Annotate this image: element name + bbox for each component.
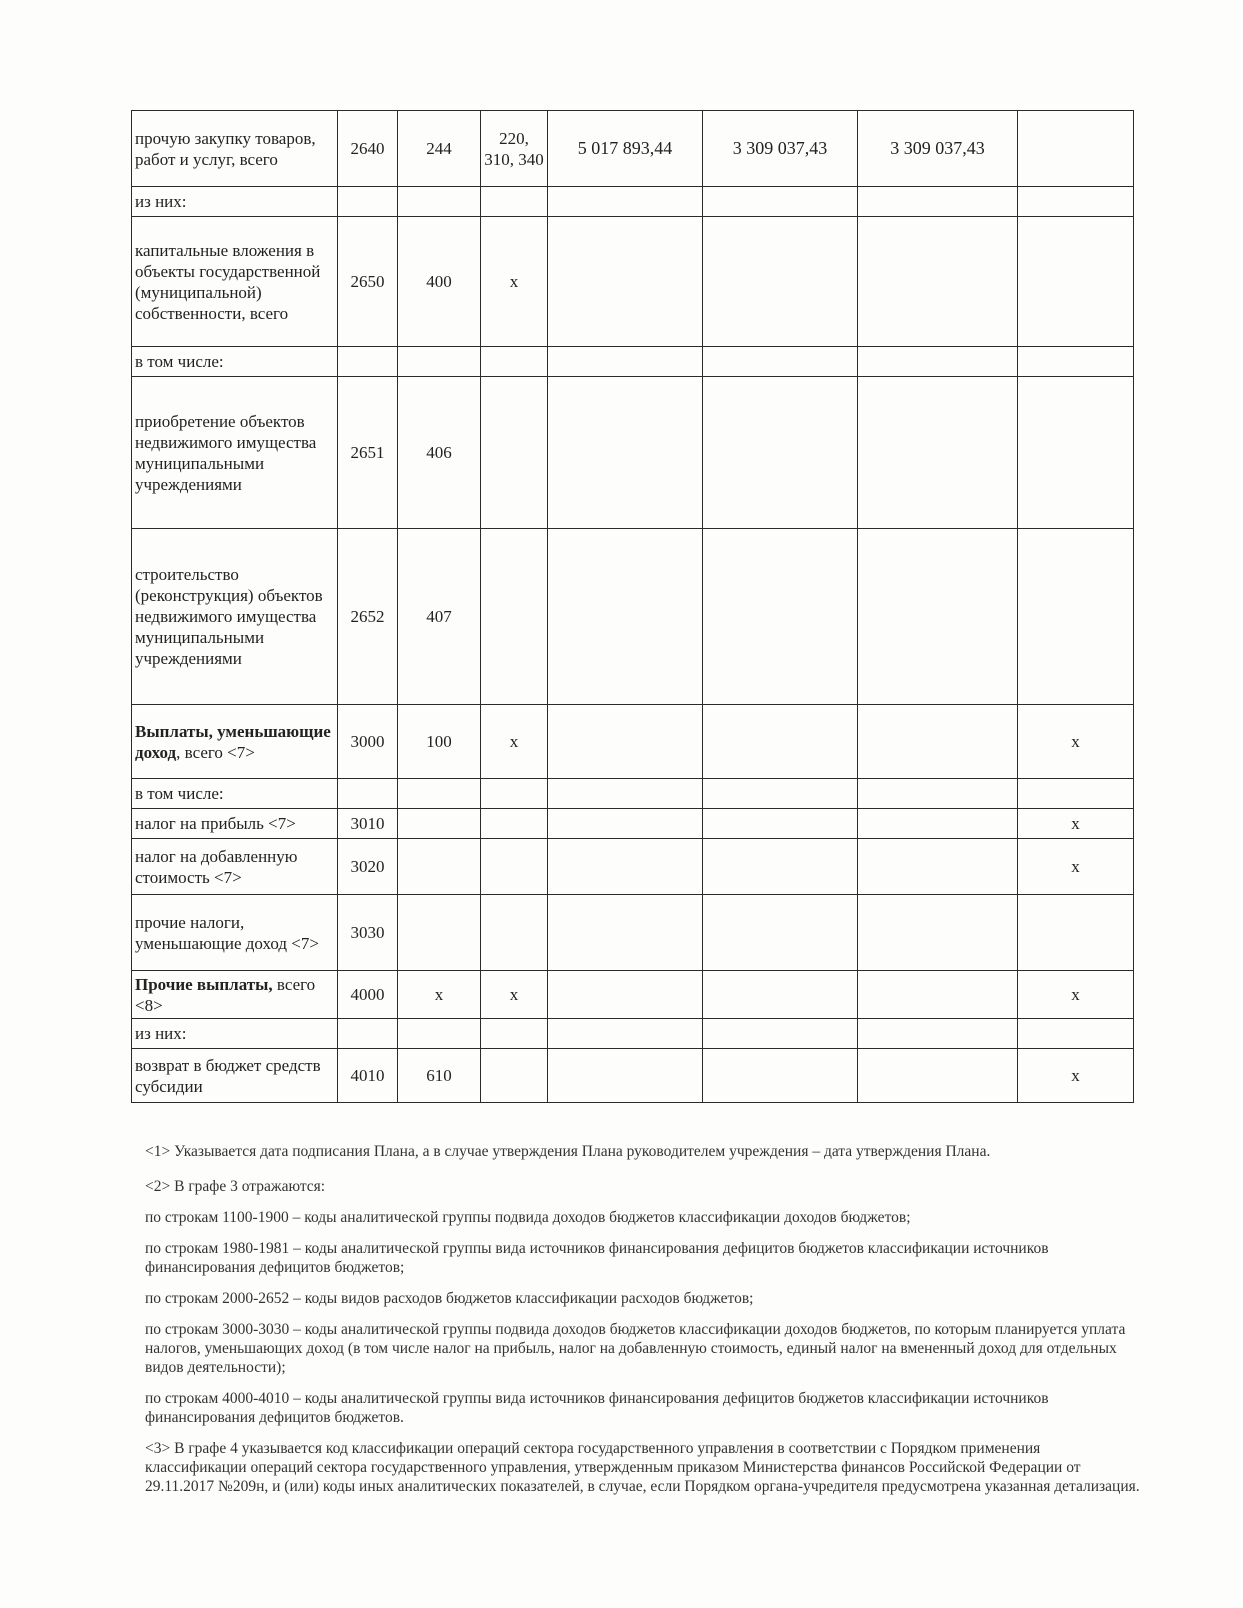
row-code: 2650 xyxy=(338,217,398,347)
row-label: возврат в бюджет средств субсидии xyxy=(132,1049,338,1103)
row-kbk xyxy=(398,809,481,839)
row-kbk xyxy=(398,347,481,377)
row-kbk: х xyxy=(398,971,481,1019)
row-kosgu xyxy=(481,1019,548,1049)
amount-2021 xyxy=(548,971,703,1019)
amount-2022 xyxy=(703,705,858,779)
row-label: капитальные вложения в объекты государственной (муниципальной) собственности, всего xyxy=(132,217,338,347)
amount-2023 xyxy=(858,1019,1018,1049)
amount-beyond xyxy=(1018,895,1134,971)
amount-2021 xyxy=(548,187,703,217)
table-row xyxy=(132,529,1134,705)
amount-2023 xyxy=(858,839,1018,895)
row-code: 3010 xyxy=(338,809,398,839)
row-kbk: 400 xyxy=(398,217,481,347)
row-code xyxy=(338,1019,398,1049)
amount-beyond xyxy=(1018,779,1134,809)
amount-2021: 5 017 893,44 xyxy=(548,111,703,187)
amount-2021 xyxy=(548,1019,703,1049)
table-row xyxy=(132,839,1134,895)
amount-beyond: х xyxy=(1018,705,1134,779)
row-code: 4010 xyxy=(338,1049,398,1103)
row-kosgu: х xyxy=(481,705,548,779)
amount-2022: 3 309 037,43 xyxy=(703,111,858,187)
table-row xyxy=(132,705,1134,779)
footnote: <3> В графе 4 указывается код классификации операций сектора государственного управления в соответствии с Порядком применения классификации операций сектора государственного управления, утвержденным приказом Министерства финансов Российской Федерации от 29.11.2017 №209н, и (или) коды иных аналитических показателей, в случае, если Порядком органа-учредителя предусмотрена указанная детализация. xyxy=(145,1440,1140,1495)
footnotes xyxy=(145,1142,1145,1508)
row-kosgu xyxy=(481,809,548,839)
financial-plan-table xyxy=(131,110,1134,1103)
table-row xyxy=(132,971,1134,1019)
row-code xyxy=(338,187,398,217)
amount-2023 xyxy=(858,809,1018,839)
amount-2023 xyxy=(858,529,1018,705)
table-row xyxy=(132,779,1134,809)
row-label: в том числе: xyxy=(132,347,338,377)
row-kosgu: х xyxy=(481,217,548,347)
row-label: в том числе: xyxy=(132,779,338,809)
footnote: по строкам 4000-4010 – коды аналитической группы вида источников финансирования дефицитов бюджетов классификации источников финансирования дефицитов бюджетов. xyxy=(145,1390,1049,1426)
row-kosgu xyxy=(481,779,548,809)
row-label xyxy=(132,971,338,1019)
row-label: из них: xyxy=(132,1019,338,1049)
footnote: <2> В графе 3 отражаются: xyxy=(145,1178,326,1195)
row-kbk xyxy=(398,187,481,217)
row-code: 3030 xyxy=(338,895,398,971)
amount-2022 xyxy=(703,779,858,809)
row-kbk xyxy=(398,839,481,895)
amount-beyond xyxy=(1018,377,1134,529)
amount-2021 xyxy=(548,217,703,347)
amount-2021 xyxy=(548,347,703,377)
amount-2023 xyxy=(858,779,1018,809)
row-kosgu xyxy=(481,529,548,705)
table-row xyxy=(132,1049,1134,1103)
amount-beyond: х xyxy=(1018,971,1134,1019)
amount-2023 xyxy=(858,895,1018,971)
amount-beyond xyxy=(1018,187,1134,217)
amount-2023 xyxy=(858,187,1018,217)
amount-2021 xyxy=(548,1049,703,1103)
row-kosgu: х xyxy=(481,971,548,1019)
amount-2022 xyxy=(703,839,858,895)
row-label xyxy=(132,705,338,779)
table-row xyxy=(132,809,1134,839)
amount-2023 xyxy=(858,1049,1018,1103)
footnote: по строкам 2000-2652 – коды видов расходов бюджетов классификации расходов бюджетов; xyxy=(145,1290,754,1307)
amount-2022 xyxy=(703,377,858,529)
amount-2021 xyxy=(548,705,703,779)
amount-2022 xyxy=(703,1049,858,1103)
table-row xyxy=(132,1019,1134,1049)
footnote: <1> Указывается дата подписания Плана, а в случае утверждения Плана руководителем учреждения – дата утверждения Плана. xyxy=(145,1143,991,1160)
amount-2022 xyxy=(703,529,858,705)
amount-2022 xyxy=(703,217,858,347)
row-kbk: 244 xyxy=(398,111,481,187)
table-row xyxy=(132,217,1134,347)
row-code: 2651 xyxy=(338,377,398,529)
amount-2022 xyxy=(703,1019,858,1049)
amount-2021 xyxy=(548,839,703,895)
amount-2021 xyxy=(548,809,703,839)
amount-2021 xyxy=(548,895,703,971)
amount-2021 xyxy=(548,779,703,809)
amount-beyond: х xyxy=(1018,1049,1134,1103)
row-kbk: 406 xyxy=(398,377,481,529)
row-label: налог на добавленную стоимость <7> xyxy=(132,839,338,895)
amount-2023 xyxy=(858,347,1018,377)
row-kosgu xyxy=(481,1049,548,1103)
row-kbk xyxy=(398,1019,481,1049)
row-code xyxy=(338,779,398,809)
table-row xyxy=(132,895,1134,971)
amount-2023 xyxy=(858,217,1018,347)
row-kosgu xyxy=(481,895,548,971)
amount-2023: 3 309 037,43 xyxy=(858,111,1018,187)
amount-beyond xyxy=(1018,217,1134,347)
row-kbk: 407 xyxy=(398,529,481,705)
row-code: 4000 xyxy=(338,971,398,1019)
row-kosgu xyxy=(481,347,548,377)
row-code: 2652 xyxy=(338,529,398,705)
row-code xyxy=(338,347,398,377)
amount-2022 xyxy=(703,809,858,839)
row-kbk: 610 xyxy=(398,1049,481,1103)
footnote: по строкам 3000-3030 – коды аналитической группы подвида доходов бюджетов классификации доходов бюджетов, по которым планируется уплата налогов, уменьшающих доход (в том числе налог на прибыль, налог на добавленную стоимость, единый налог на вмененный доход для отдельных видов деятельности); xyxy=(145,1321,1126,1376)
row-kbk: 100 xyxy=(398,705,481,779)
amount-2023 xyxy=(858,971,1018,1019)
amount-beyond: х xyxy=(1018,809,1134,839)
row-label: из них: xyxy=(132,187,338,217)
row-kosgu xyxy=(481,187,548,217)
row-label-rest: всего <8> xyxy=(135,974,316,1015)
table-row xyxy=(132,111,1134,187)
row-label-rest: , всего <7> xyxy=(176,742,255,762)
amount-beyond xyxy=(1018,111,1134,187)
row-kosgu xyxy=(481,377,548,529)
amount-2022 xyxy=(703,347,858,377)
table-row xyxy=(132,347,1134,377)
amount-beyond: х xyxy=(1018,839,1134,895)
row-code: 3020 xyxy=(338,839,398,895)
row-label-bold: Выплаты, уменьшающие доход xyxy=(135,721,331,762)
row-kosgu xyxy=(481,839,548,895)
row-kosgu: 220, 310, 340 xyxy=(481,111,548,187)
amount-2022 xyxy=(703,971,858,1019)
row-kbk xyxy=(398,779,481,809)
amount-2023 xyxy=(858,377,1018,529)
table-row xyxy=(132,187,1134,217)
row-label: налог на прибыль <7> xyxy=(132,809,338,839)
footnote: по строкам 1980-1981 – коды аналитической группы вида источников финансирования дефицитов бюджетов классификации источников финансирования дефицитов бюджетов; xyxy=(145,1240,1049,1276)
row-label: приобретение объектов недвижимого имущества муниципальными учреждениями xyxy=(132,377,338,529)
amount-2021 xyxy=(548,529,703,705)
amount-beyond xyxy=(1018,529,1134,705)
row-label-bold: Прочие выплаты, xyxy=(135,974,273,994)
row-label: прочую закупку товаров, работ и услуг, всего xyxy=(132,111,338,187)
table-row xyxy=(132,377,1134,529)
amount-beyond xyxy=(1018,347,1134,377)
row-kbk xyxy=(398,895,481,971)
row-code: 2640 xyxy=(338,111,398,187)
row-label: строительство (реконструкция) объектов недвижимого имущества муниципальными учреждениями xyxy=(132,529,338,705)
amount-2021 xyxy=(548,377,703,529)
amount-beyond xyxy=(1018,1019,1134,1049)
amount-2022 xyxy=(703,187,858,217)
amount-2023 xyxy=(858,705,1018,779)
row-code: 3000 xyxy=(338,705,398,779)
footnote: по строкам 1100-1900 – коды аналитической группы подвида доходов бюджетов классификации доходов бюджетов; xyxy=(145,1209,911,1226)
amount-2022 xyxy=(703,895,858,971)
row-label: прочие налоги, уменьшающие доход <7> xyxy=(132,895,338,971)
